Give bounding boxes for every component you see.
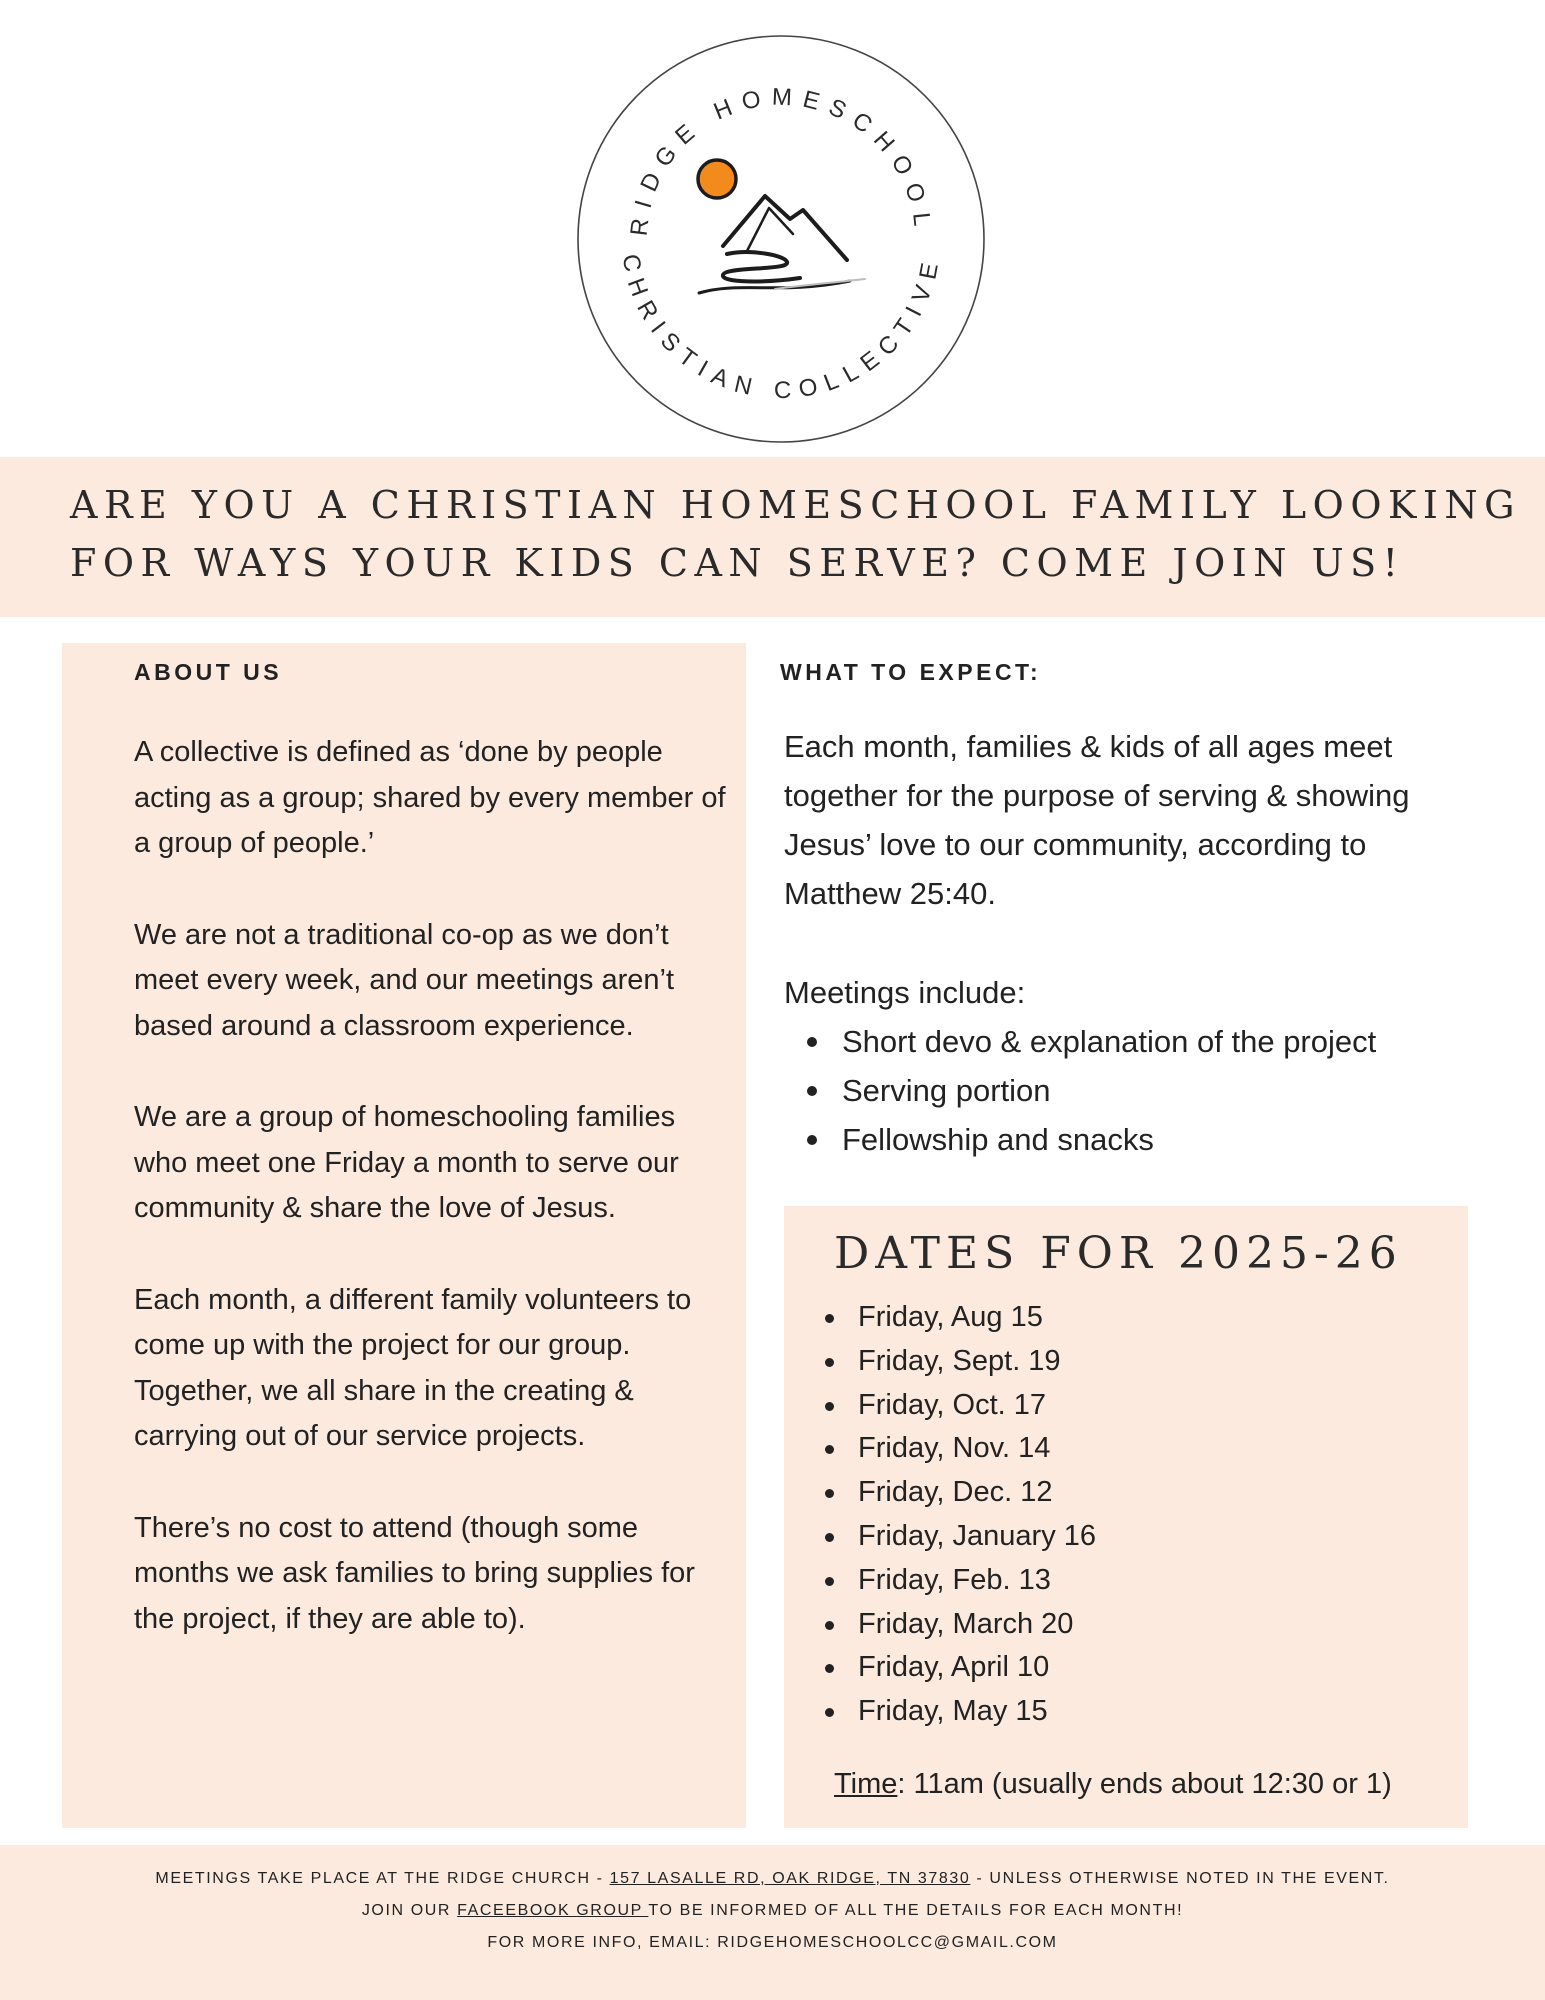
date-item: Friday, Dec. 12	[814, 1471, 1096, 1515]
about-paragraph: We are a group of homeschooling families who meet one Friday a month to serve our community & share the love of Jesus.	[134, 1101, 679, 1224]
date-item: Friday, Nov. 14	[814, 1427, 1096, 1471]
what-to-expect-intro: Each month, families & kids of all ages meet together for the purpose of serving & showing Jesus’ love to our community, according to Matthew 25:40.	[784, 729, 1410, 911]
time-label: Time	[834, 1768, 898, 1800]
about-us-text	[134, 730, 734, 1688]
footer-location-prefix: MEETINGS TAKE PLACE AT THE RIDGE CHURCH -	[155, 1870, 610, 1887]
footer-facebook-line	[0, 1902, 1545, 1920]
date-item: Friday, Feb. 13	[814, 1559, 1096, 1603]
list-item: Fellowship and snacks	[784, 1115, 1376, 1164]
headline-banner	[0, 457, 1545, 617]
headline-line-1: ARE YOU A CHRISTIAN HOMESCHOOL FAMILY LOOKING	[70, 483, 1521, 527]
footer-facebook-prefix: JOIN OUR	[361, 1902, 458, 1919]
meeting-time	[834, 1768, 1392, 1801]
logo-seal	[575, 33, 987, 445]
about-paragraph: We are not a traditional co-op as we don’t meet every week, and our meetings aren’t based around a classroom experience.	[134, 918, 674, 1042]
sun-icon	[698, 160, 736, 198]
logo-bottom-text: CHRISTIAN COLLECTIVE	[616, 251, 946, 405]
time-value: : 11am (usually ends about 12:30 or 1)	[897, 1768, 1392, 1800]
dates-title: DATES FOR 2025-26	[834, 1228, 1403, 1279]
about-us-heading: ABOUT US	[134, 659, 283, 685]
date-item: Friday, March 20	[814, 1603, 1096, 1647]
dates-list	[814, 1296, 1096, 1734]
mountain-sun-icon	[698, 160, 865, 293]
date-item: Friday, Aug 15	[814, 1296, 1096, 1340]
about-us-panel	[62, 643, 746, 1828]
date-item: Friday, Oct. 17	[814, 1384, 1096, 1428]
about-paragraph: A collective is defined as ‘done by people acting as a group; shared by every member of a group of people.’	[134, 736, 726, 859]
church-address-link[interactable]: 157 LASALLE RD, OAK RIDGE, TN 37830	[609, 1870, 971, 1887]
footer-location-line	[0, 1870, 1545, 1888]
date-item: Friday, January 16	[814, 1515, 1096, 1559]
dates-panel	[784, 1206, 1468, 1828]
date-item: Friday, Sept. 19	[814, 1340, 1096, 1384]
meetings-label: Meetings include:	[784, 975, 1026, 1010]
facebook-group-link[interactable]: FACEEBOOK GROUP	[457, 1902, 649, 1919]
headline-line-2: FOR WAYS YOUR KIDS CAN SERVE? COME JOIN US!	[70, 541, 1405, 585]
date-item: Friday, May 15	[814, 1690, 1096, 1734]
footer-location-suffix: - UNLESS OTHERWISE NOTED IN THE EVENT.	[970, 1870, 1390, 1887]
footer-facebook-suffix: TO BE INFORMED OF ALL THE DETAILS FOR EACH MONTH!	[648, 1902, 1184, 1919]
what-to-expect-heading: WHAT TO EXPECT:	[780, 659, 1042, 685]
about-paragraph: Each month, a different family volunteers to come up with the project for our group. Together, we all share in the creating & carrying out of our service projects.	[134, 1283, 692, 1452]
logo	[575, 33, 987, 445]
logo-top-text: RIDGE HOMESCHOOL	[625, 83, 937, 238]
list-item: Short devo & explanation of the project	[784, 1017, 1376, 1066]
list-item: Serving portion	[784, 1066, 1376, 1115]
date-item: Friday, April 10	[814, 1646, 1096, 1690]
footer-email-line: FOR MORE INFO, EMAIL: RIDGEHOMESCHOOLCC@GMAIL.COM	[487, 1934, 1058, 1951]
about-paragraph: There’s no cost to attend (though some months we ask families to bring supplies for the project, if they are able to).	[134, 1511, 695, 1635]
meetings-list	[784, 1017, 1376, 1164]
footer	[0, 1845, 1545, 2000]
